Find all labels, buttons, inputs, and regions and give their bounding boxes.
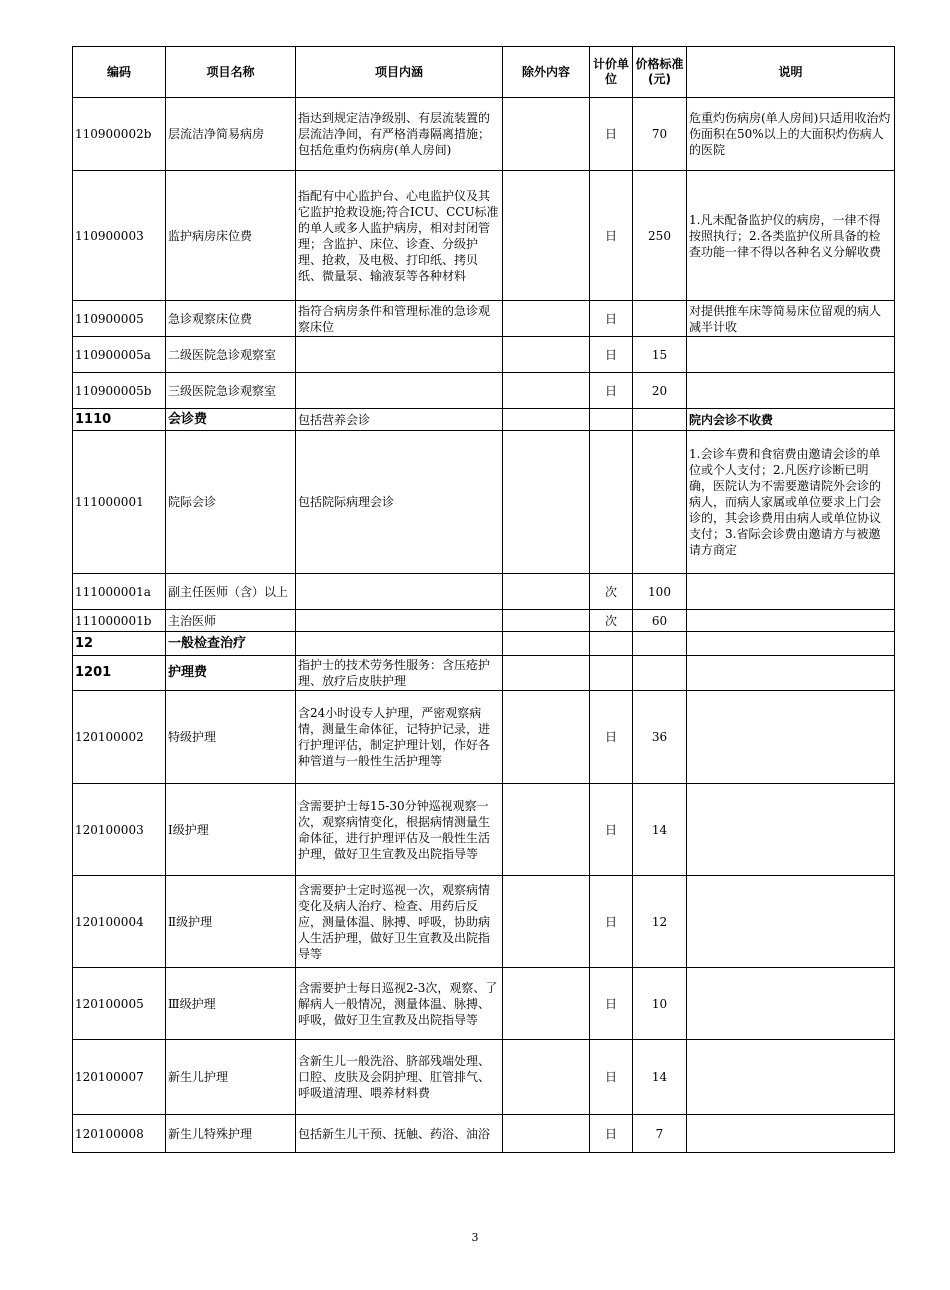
cell-excluded xyxy=(503,337,590,373)
cell-code: 111000001a xyxy=(73,574,166,610)
cell-name: Ⅰ级护理 xyxy=(166,784,296,876)
cell-excluded xyxy=(503,431,590,574)
cell-unit: 日 xyxy=(590,98,633,171)
cell-excluded xyxy=(503,610,590,632)
cell-unit: 次 xyxy=(590,610,633,632)
cell-excluded xyxy=(503,691,590,784)
cell-content: 含需要护士每日巡视2-3次，观察、了解病人一般情况，测量体温、脉搏、呼吸，做好卫生宣教及出院指导等 xyxy=(296,968,503,1040)
cell-note: 1.会诊车费和食宿费由邀请会诊的单位或个人支付；2.凡医疗诊断已明确，医院认为不需要邀请院外会诊的病人，而病人家属或单位要求上门会诊的，其会诊费用由病人或单位协议支付；3.省际会诊费由邀请方与被邀请方商定 xyxy=(687,431,895,574)
cell-excluded xyxy=(503,1115,590,1153)
page-number: 3 xyxy=(471,1231,479,1244)
price-table xyxy=(72,46,895,1153)
cell-content xyxy=(296,574,503,610)
cell-price: 15 xyxy=(633,337,687,373)
cell-name: 急诊观察床位费 xyxy=(166,301,296,337)
cell-excluded xyxy=(503,1040,590,1115)
cell-unit xyxy=(590,431,633,574)
table-row xyxy=(73,656,895,691)
header-price: 价格标准(元) xyxy=(633,47,687,98)
cell-unit: 日 xyxy=(590,784,633,876)
table-row xyxy=(73,574,895,610)
cell-code: 1110 xyxy=(73,409,166,431)
cell-content xyxy=(296,632,503,656)
cell-name: 一般检查治疗 xyxy=(166,632,296,656)
table-row xyxy=(73,431,895,574)
table-row xyxy=(73,691,895,784)
cell-name: 院际会诊 xyxy=(166,431,296,574)
cell-price: 10 xyxy=(633,968,687,1040)
cell-unit: 日 xyxy=(590,337,633,373)
cell-note xyxy=(687,574,895,610)
cell-note xyxy=(687,1040,895,1115)
cell-content xyxy=(296,610,503,632)
cell-price: 100 xyxy=(633,574,687,610)
cell-name: Ⅲ级护理 xyxy=(166,968,296,1040)
table-row xyxy=(73,373,895,409)
table-body xyxy=(73,98,895,1153)
cell-content: 指符合病房条件和管理标准的急诊观察床位 xyxy=(296,301,503,337)
cell-price: 250 xyxy=(633,171,687,301)
cell-excluded xyxy=(503,876,590,968)
table-row xyxy=(73,968,895,1040)
cell-note xyxy=(687,610,895,632)
table-row xyxy=(73,171,895,301)
cell-name: 护理费 xyxy=(166,656,296,691)
table-row xyxy=(73,632,895,656)
cell-note xyxy=(687,632,895,656)
cell-excluded xyxy=(503,784,590,876)
cell-excluded xyxy=(503,171,590,301)
cell-content: 指护士的技术劳务性服务：含压疮护理、放疗后皮肤护理 xyxy=(296,656,503,691)
cell-unit xyxy=(590,409,633,431)
cell-excluded xyxy=(503,574,590,610)
cell-content: 含新生儿一般洗浴、脐部残端处理、口腔、皮肤及会阴护理、肛管排气、呼吸道清理、喂养材料费 xyxy=(296,1040,503,1115)
cell-code: 120100007 xyxy=(73,1040,166,1115)
cell-excluded xyxy=(503,632,590,656)
cell-name: 特级护理 xyxy=(166,691,296,784)
cell-price xyxy=(633,431,687,574)
cell-excluded xyxy=(503,373,590,409)
cell-excluded xyxy=(503,301,590,337)
table-row xyxy=(73,876,895,968)
cell-code: 120100002 xyxy=(73,691,166,784)
cell-unit xyxy=(590,632,633,656)
cell-code: 120100004 xyxy=(73,876,166,968)
cell-content xyxy=(296,337,503,373)
cell-code: 110900005b xyxy=(73,373,166,409)
cell-note xyxy=(687,656,895,691)
cell-unit: 日 xyxy=(590,876,633,968)
cell-note xyxy=(687,373,895,409)
cell-name: 层流洁净简易病房 xyxy=(166,98,296,171)
cell-name: 新生儿特殊护理 xyxy=(166,1115,296,1153)
cell-price xyxy=(633,301,687,337)
cell-code: 110900003 xyxy=(73,171,166,301)
cell-unit xyxy=(590,656,633,691)
cell-code: 1201 xyxy=(73,656,166,691)
cell-price: 70 xyxy=(633,98,687,171)
cell-code: 111000001b xyxy=(73,610,166,632)
cell-note: 院内会诊不收费 xyxy=(687,409,895,431)
cell-note xyxy=(687,968,895,1040)
cell-name: 三级医院急诊观察室 xyxy=(166,373,296,409)
cell-code: 120100008 xyxy=(73,1115,166,1153)
cell-content: 包括营养会诊 xyxy=(296,409,503,431)
cell-code: 110900005a xyxy=(73,337,166,373)
cell-name: 监护病房床位费 xyxy=(166,171,296,301)
cell-content xyxy=(296,373,503,409)
cell-unit: 日 xyxy=(590,171,633,301)
cell-price: 7 xyxy=(633,1115,687,1153)
cell-code: 110900002b xyxy=(73,98,166,171)
cell-code: 12 xyxy=(73,632,166,656)
cell-excluded xyxy=(503,656,590,691)
cell-unit: 日 xyxy=(590,691,633,784)
table-row xyxy=(73,784,895,876)
cell-unit: 日 xyxy=(590,1040,633,1115)
header-excluded: 除外内容 xyxy=(503,47,590,98)
table-row xyxy=(73,409,895,431)
cell-code: 110900005 xyxy=(73,301,166,337)
cell-name: 新生儿护理 xyxy=(166,1040,296,1115)
table-row xyxy=(73,337,895,373)
cell-content: 含需要护士定时巡视一次，观察病情变化及病人治疗、检查、用药后反应，测量体温、脉搏、呼吸，协助病人生活护理，做好卫生宣教及出院指导等 xyxy=(296,876,503,968)
cell-code: 120100003 xyxy=(73,784,166,876)
table-row xyxy=(73,1115,895,1153)
table-row xyxy=(73,301,895,337)
cell-price: 60 xyxy=(633,610,687,632)
cell-content: 包括院际病理会诊 xyxy=(296,431,503,574)
cell-excluded xyxy=(503,968,590,1040)
cell-note xyxy=(687,876,895,968)
cell-unit: 日 xyxy=(590,301,633,337)
header-note: 说明 xyxy=(687,47,895,98)
cell-note xyxy=(687,337,895,373)
cell-unit: 日 xyxy=(590,968,633,1040)
cell-unit: 日 xyxy=(590,1115,633,1153)
cell-excluded xyxy=(503,98,590,171)
cell-name: 会诊费 xyxy=(166,409,296,431)
cell-price xyxy=(633,632,687,656)
cell-content: 含24小时设专人护理，严密观察病情，测量生命体征，记特护记录，进行护理评估，制定护理计划，作好各种管道与一般性生活护理等 xyxy=(296,691,503,784)
cell-content: 包括新生儿干预、抚触、药浴、油浴 xyxy=(296,1115,503,1153)
header-unit: 计价单位 xyxy=(590,47,633,98)
cell-price xyxy=(633,409,687,431)
header-code: 编码 xyxy=(73,47,166,98)
cell-note: 1.凡未配备监护仪的病房，一律不得按照执行；2.各类监护仪所具备的检查功能一律不得以各种名义分解收费 xyxy=(687,171,895,301)
cell-name: 主治医师 xyxy=(166,610,296,632)
cell-note: 对提供推车床等简易床位留观的病人减半计收 xyxy=(687,301,895,337)
cell-code: 111000001 xyxy=(73,431,166,574)
cell-code: 120100005 xyxy=(73,968,166,1040)
cell-price: 14 xyxy=(633,784,687,876)
cell-price: 14 xyxy=(633,1040,687,1115)
cell-price: 20 xyxy=(633,373,687,409)
cell-excluded xyxy=(503,409,590,431)
cell-price: 36 xyxy=(633,691,687,784)
cell-unit: 次 xyxy=(590,574,633,610)
cell-note: 危重灼伤病房(单人房间)只适用收治灼伤面积在50%以上的大面积灼伤病人的医院 xyxy=(687,98,895,171)
header-content: 项目内涵 xyxy=(296,47,503,98)
cell-price: 12 xyxy=(633,876,687,968)
cell-name: 二级医院急诊观察室 xyxy=(166,337,296,373)
table-row xyxy=(73,610,895,632)
table-row xyxy=(73,98,895,171)
cell-price xyxy=(633,656,687,691)
cell-content: 指配有中心监护台、心电监护仪及其它监护抢救设施;符合ICU、CCU标准的单人或多人监护病房，相对封闭管理；含监护、床位、诊查、分级护理、抢救，及电极、打印纸、拷贝纸、微量泵、输液泵等各种材料 xyxy=(296,171,503,301)
cell-note xyxy=(687,784,895,876)
header-row xyxy=(73,47,895,98)
header-name: 项目名称 xyxy=(166,47,296,98)
table-row xyxy=(73,1040,895,1115)
cell-note xyxy=(687,691,895,784)
cell-content: 指达到规定洁净级别、有层流装置的层流洁净间，有严格消毒隔离措施；包括危重灼伤病房(单人房间) xyxy=(296,98,503,171)
cell-unit: 日 xyxy=(590,373,633,409)
cell-name: 副主任医师（含）以上 xyxy=(166,574,296,610)
cell-note xyxy=(687,1115,895,1153)
cell-name: Ⅱ级护理 xyxy=(166,876,296,968)
cell-content: 含需要护士每15-30分钟巡视观察一次，观察病情变化，根据病情测量生命体征，进行护理评估及一般性生活护理，做好卫生宣教及出院指导等 xyxy=(296,784,503,876)
